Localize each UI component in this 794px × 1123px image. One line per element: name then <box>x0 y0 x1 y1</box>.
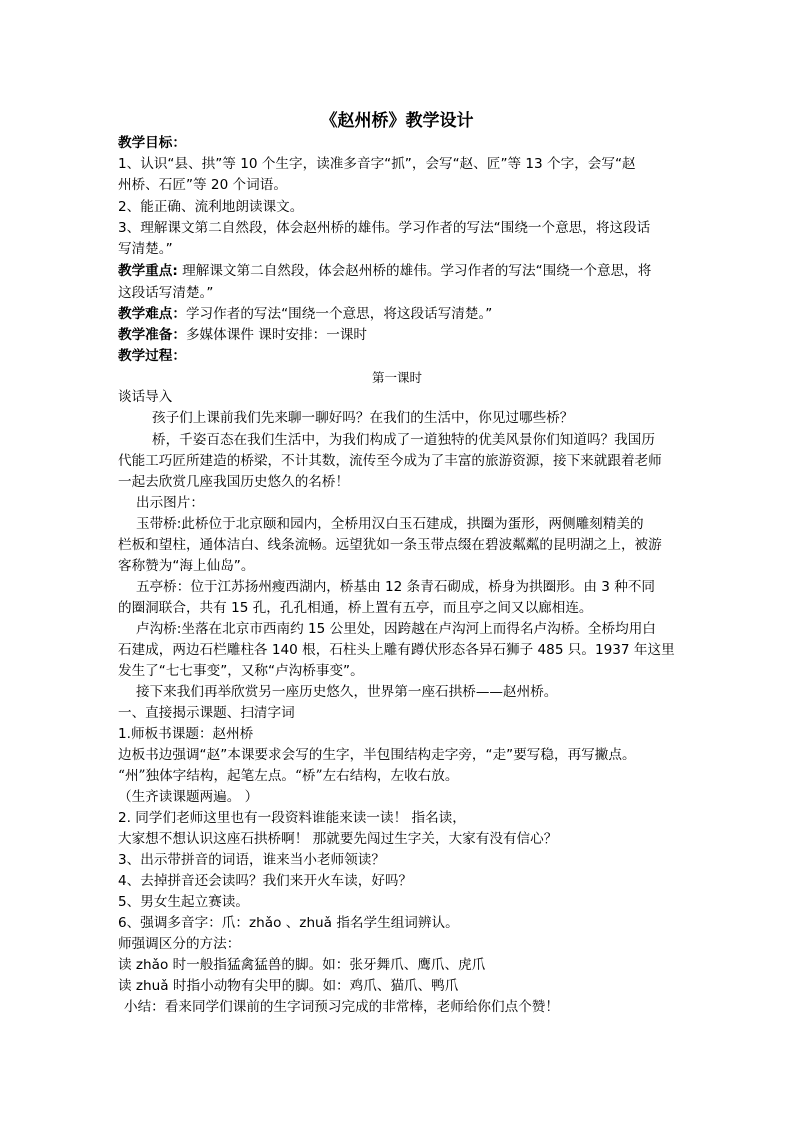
lugou-bridge-line: 发生了“七七事变”，又称“卢沟桥事变”。 <box>118 663 364 679</box>
key-points-line <box>118 261 651 281</box>
paragraph-line: 一起去欣赏几座我国历史悠久的名桥！ <box>118 474 350 490</box>
step-line: 4、去掉拼音还会读吗？我们来开火车读，好吗？ <box>118 873 413 889</box>
step-line: 3、出示带拼音的词语，谁来当小老师领读？ <box>118 852 385 868</box>
wuting-bridge-line: 的圈洞联合，共有 15 孔，孔孔相通，桥上置有五亭，而且亭之间又以廊相连。 <box>118 600 593 616</box>
difficulty-text: 学习作者的写法“围绕一个意思，将这段话写清楚。” <box>185 306 493 322</box>
preparation-line <box>118 325 367 345</box>
objective-line: 2、能正确、流利地朗读课文。 <box>118 199 304 215</box>
step-line: 5、男女生起立赛读。 <box>118 894 249 910</box>
step-line: 边板书边强调“赵”本课要求会写的生字，半包围结构走字旁，“走”要写稳，再写撇点。 <box>118 747 636 763</box>
section-heading: 一、直接揭示课题、扫清字词 <box>118 705 295 721</box>
step-line: （生齐读课题两遍。 ） <box>118 789 259 805</box>
step-line: 师强调区分的方法： <box>118 936 241 952</box>
yudai-bridge-line: 客称赞为“海上仙岛”。 <box>118 558 255 574</box>
key-points-heading: 教学重点: <box>118 263 178 279</box>
step-line: 2. 同学们老师这里也有一段资料谁能来读一读！ 指名读， <box>118 810 466 826</box>
step-line: 读 zhǎo 时一般指猛禽猛兽的脚。如：张牙舞爪、鹰爪、虎爪 <box>118 957 486 973</box>
lugou-bridge-line: 卢沟桥:坐落在北京市西南约 15 公里处，因跨越在卢沟河上而得名卢沟桥。全桥均用白 <box>136 621 656 637</box>
process-heading: 教学过程： <box>118 348 186 364</box>
paragraph-line: 代能工巧匠所建造的桥梁，不计其数，流传至今成为了丰富的旅游资源，接下来就跟着老师 <box>118 453 662 469</box>
yudai-bridge-line: 玉带桥:此桥位于北京颐和园内，全桥用汉白玉石建成，拱圈为蛋形，两侧雕刻精美的 <box>136 516 644 532</box>
lugou-bridge-line: 石建成，两边石栏雕柱各 140 根，石柱头上雕有蹲伏形态各异石狮子 485 只。1937 年这里 <box>118 642 675 658</box>
summary-line: 小结：看来同学们课前的生字词预习完成的非常棒，老师给你们点个赞！ <box>124 999 559 1015</box>
objective-line: 1、认识“县、拱”等 10 个生字，读准多音字“抓”，会写“赵、匠”等 13 个字，会写“赵 <box>118 156 636 172</box>
difficulty-line <box>118 304 492 324</box>
objective-line: 州桥、石匠”等 20 个词语。 <box>118 177 287 193</box>
objective-line: 写清楚。” <box>118 241 173 257</box>
document-title: 《赵州桥》教学设计 <box>320 111 474 131</box>
step-line: 读 zhuǎ 时指小动物有尖甲的脚。如：鸡爪、猫爪、鸭爪 <box>118 978 459 994</box>
key-points-line: 这段话写清楚。” <box>118 285 214 301</box>
key-points-text: 理解课文第二自然段，体会赵州桥的雄伟。学习作者的写法“围绕一个意思，将 <box>177 263 652 279</box>
paragraph-line: 孩子们上课前我们先来聊一聊好吗？在我们的生活中，你见过哪些桥？ <box>152 410 574 426</box>
preparation-text: 多媒体课件 课时安排：一课时 <box>185 327 368 343</box>
wuting-bridge-line: 五亭桥：位于江苏扬州瘦西湖内，桥基由 12 条青石砌成，桥身为拱圈形。由 3 种不同 <box>136 579 656 595</box>
step-line: “州”独体字结构，起笔左点。“桥”左右结构，左收右放。 <box>118 768 459 784</box>
lesson-label: 第一课时 <box>371 370 422 385</box>
objective-line: 3、理解课文第二自然段，体会赵州桥的雄伟。学习作者的写法“围绕一个意思，将这段话 <box>118 220 651 236</box>
step-line: 大家想不想认识这座石拱桥啊！ 那就要先闯过生字关，大家有没有信心？ <box>118 831 558 847</box>
objectives-heading: 教学目标： <box>118 135 186 151</box>
step-line: 1.师板书课题：赵州桥 <box>118 726 254 742</box>
paragraph-line: 桥，千姿百态在我们生活中，为我们构成了一道独特的优美风景你们知道吗？我国历 <box>152 432 655 448</box>
preparation-heading: 教学准备： <box>118 327 186 343</box>
difficulty-heading: 教学难点： <box>118 306 186 322</box>
intro-label: 谈话导入 <box>118 389 173 405</box>
yudai-bridge-line: 栏板和望柱，通体洁白、线条流畅。远望犹如一条玉带点缀在碧波粼粼的昆明湖之上，被游 <box>118 537 662 553</box>
show-pictures-label: 出示图片： <box>136 495 204 511</box>
transition-line: 接下来我们再举欣赏另一座历史悠久，世界第一座石拱桥——赵州桥。 <box>136 684 558 700</box>
step-line: 6、强调多音字：爪：zhǎo 、zhuǎ 指名学生组词辨认。 <box>118 915 459 931</box>
